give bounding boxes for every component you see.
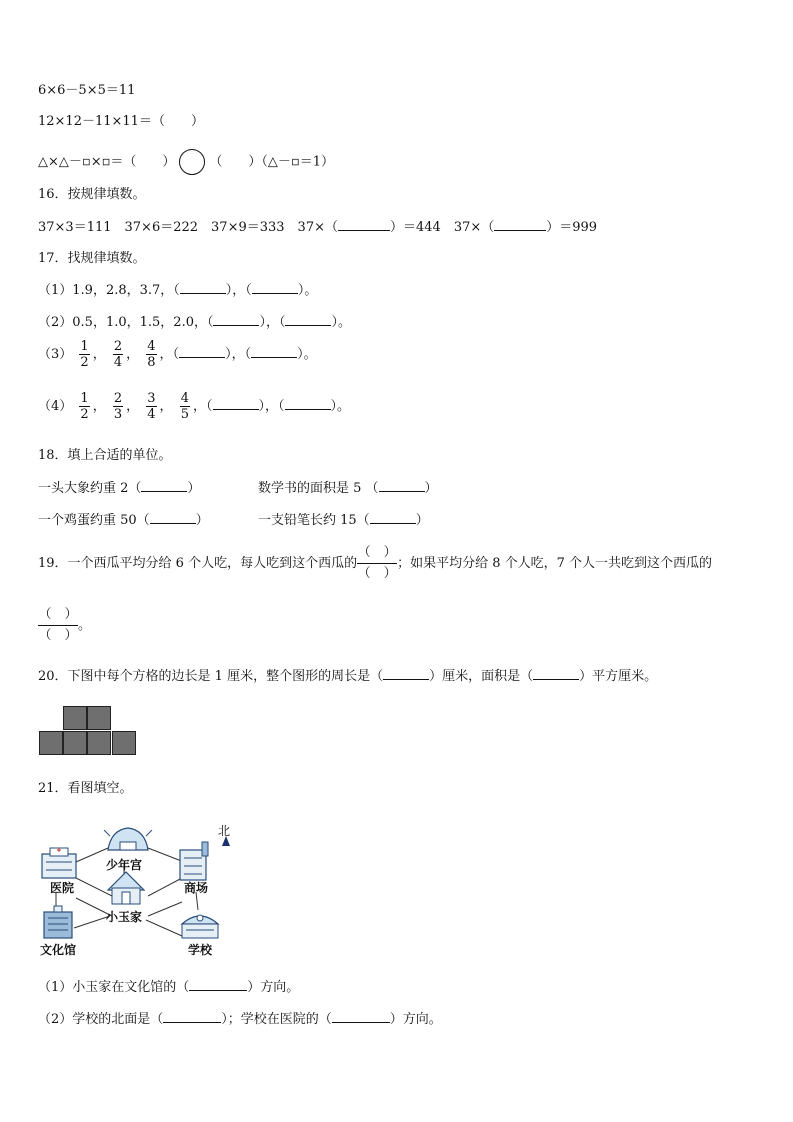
numerator: 1: [80, 391, 89, 406]
fraction: [146, 339, 156, 370]
label-culture-hall: 文化馆: [40, 943, 77, 957]
denominator: 5: [180, 407, 189, 422]
label-home: 小玉家: [106, 910, 143, 924]
q21-title: 21．看图填空。: [38, 781, 133, 796]
numerator-blank[interactable]: （ ）: [38, 605, 78, 626]
q17-3-prefix: （3）: [38, 347, 73, 362]
q21-item-2: [38, 1009, 442, 1029]
direction-map: [36, 820, 246, 962]
q20-text-a: 20．下图中每个方格的边长是 1 厘米，整个图形的周长是（: [38, 669, 384, 684]
answer-blank[interactable]: [285, 312, 331, 326]
q18-d-text: 一支铅笔长约 15（: [258, 513, 370, 528]
answer-blank[interactable]: [252, 280, 298, 294]
paren: （: [205, 399, 213, 414]
fraction-blank[interactable]: [38, 605, 78, 646]
q19-text-a: 19．一个西瓜平均分给 6 个人吃，每人吃到这个西瓜的: [38, 556, 358, 571]
q20-text-b: ）厘米，面积是（: [429, 669, 534, 684]
q18-row-2-left: [38, 510, 209, 530]
grid-square: [112, 731, 136, 755]
denominator: 2: [80, 407, 89, 422]
q18-a-text: 一头大象约重 2（: [38, 481, 142, 496]
denominator: 4: [147, 407, 156, 422]
denominator-blank[interactable]: （ ）: [357, 566, 397, 581]
fraction: [146, 391, 156, 422]
fraction-blank[interactable]: [357, 543, 397, 584]
home-icon: [108, 872, 144, 904]
grid-square: [87, 706, 111, 730]
grid-square: [63, 731, 87, 755]
answer-blank[interactable]: [213, 312, 259, 326]
fraction: [113, 339, 123, 370]
fraction: [79, 339, 89, 370]
q18-title: 18．填上合适的单位。: [38, 448, 172, 463]
equation-line-3-right: （ ）（△－▫＝1）: [209, 154, 334, 170]
ending: ）。: [330, 399, 351, 414]
numerator: 2: [113, 339, 123, 354]
q18-row-2-right: [258, 510, 429, 530]
separator: ），（: [258, 399, 285, 414]
numerator-blank[interactable]: （ ）: [357, 543, 397, 564]
numerator: 3: [147, 391, 156, 406]
q21-1-text-a: （1）小玉家在文化馆的（: [38, 980, 190, 995]
fraction: [180, 391, 190, 422]
answer-blank[interactable]: [332, 1009, 390, 1023]
answer-blank[interactable]: [141, 478, 187, 492]
q18-row-1-left: [38, 478, 200, 498]
period: 。: [78, 618, 92, 633]
q16-line: [38, 217, 597, 237]
label-school: 学校: [188, 943, 213, 957]
answer-blank[interactable]: [370, 510, 416, 524]
numerator: 1: [80, 339, 89, 354]
answer-blank[interactable]: [179, 344, 225, 358]
answer-blank[interactable]: [494, 217, 546, 231]
q16-text-c: ）＝999: [546, 220, 598, 235]
label-hospital: 医院: [50, 881, 75, 895]
q21-2-text-a: （2）学校的北面是（: [38, 1012, 164, 1027]
ending: ）。: [297, 347, 317, 362]
separator: ），（: [259, 315, 286, 330]
mall-icon: [180, 842, 208, 880]
paren-close: ）: [424, 481, 438, 496]
q21-2-text-b: ）；学校在医院的（: [221, 1012, 332, 1027]
culture-hall-icon: [44, 906, 72, 938]
answer-blank[interactable]: [163, 1009, 221, 1023]
school-icon: [182, 915, 218, 938]
paren-close: ）: [195, 513, 209, 528]
separator: ），（: [225, 347, 252, 362]
equation-line-2: 12×12－11×11＝（ ）: [38, 114, 204, 129]
answer-blank[interactable]: [533, 666, 579, 680]
answer-blank[interactable]: [383, 666, 429, 680]
grid-square: [63, 706, 87, 730]
q21-1-text-b: ）方向。: [247, 980, 300, 995]
q17-item-1: [38, 280, 317, 300]
q16-text-b: ）＝444 37×（: [390, 220, 495, 235]
q17-2-text: （2）0.5，1.0，1.5，2.0，（: [38, 315, 214, 330]
q17-4-prefix: （4）: [38, 399, 73, 414]
q21-item-1: [38, 977, 299, 997]
equation-line-1: 6×6－5×5＝11: [38, 83, 136, 98]
fraction: [79, 391, 89, 422]
equation-line-3: [38, 149, 334, 175]
q19-text-b: ；如果平均分给 8 个人吃，7 个人一共吃到这个西瓜的: [397, 556, 713, 571]
q18-c-text: 一个鸡蛋约重 50（: [38, 513, 150, 528]
q16-title: 16．按规律填数。: [38, 187, 146, 202]
denominator: 2: [80, 355, 89, 370]
separator: ），（: [225, 283, 252, 298]
q18-row-1-right: [258, 478, 438, 498]
denominator-blank[interactable]: （ ）: [38, 628, 78, 643]
answer-blank[interactable]: [189, 977, 247, 991]
answer-blank[interactable]: [213, 396, 259, 410]
grid-square: [87, 731, 111, 755]
answer-blank[interactable]: [379, 478, 425, 492]
answer-blank[interactable]: [180, 280, 226, 294]
q17-item-2: [38, 312, 351, 332]
paren-close: ）: [415, 513, 429, 528]
answer-blank[interactable]: [285, 396, 331, 410]
answer-blank[interactable]: [251, 344, 297, 358]
paren-close: ）: [187, 481, 201, 496]
youth-palace-icon: [104, 828, 152, 850]
q17-item-3: （3） $\frac{1}{2}$ ， $\frac{2}{4}$ ， $\frac{4}{8}$ ，（ ），（ ）。: [38, 339, 317, 370]
ending: ）。: [331, 315, 351, 330]
numerator: 2: [113, 391, 123, 406]
q19-line-2: [38, 604, 91, 648]
q21-2-text-c: ）方向。: [389, 1012, 442, 1027]
q18-b-text: 数学书的面积是 5 （: [258, 481, 379, 496]
q17-item-4: （4） $\frac{1}{2}$ ， $\frac{2}{3}$ ， $\frac{3}{4}$ ， $\frac{4}{5}$ ，（ ），（ ）。: [38, 391, 351, 422]
q17-title: 17．找规律填数。: [38, 251, 146, 266]
numerator: 4: [147, 339, 156, 354]
q20-text-c: ）平方厘米。: [579, 669, 658, 684]
label-mall: 商场: [184, 881, 209, 895]
comparison-circle[interactable]: [179, 149, 205, 175]
hospital-icon: [42, 848, 76, 878]
grid-square: [39, 731, 63, 755]
answer-blank[interactable]: [338, 217, 390, 231]
denominator: 4: [113, 355, 123, 370]
numerator: 4: [180, 391, 189, 406]
fraction: [113, 391, 123, 422]
north-label: 北: [218, 824, 231, 838]
label-youth-palace: 少年宫: [106, 858, 143, 872]
q17-1-text: （1）1.9，2.8，3.7，（: [38, 283, 180, 298]
denominator: 3: [113, 407, 123, 422]
paren: （: [172, 347, 180, 362]
equation-line-3-left: △×△－▫×▫＝（ ）: [38, 154, 176, 170]
q20-line: [38, 666, 657, 686]
q16-text-a: 37×3＝111 37×6＝222 37×9＝333 37×（: [38, 220, 338, 235]
q19-line: [38, 542, 712, 586]
answer-blank[interactable]: [150, 510, 196, 524]
denominator: 8: [147, 355, 156, 370]
ending: ）。: [297, 283, 318, 298]
